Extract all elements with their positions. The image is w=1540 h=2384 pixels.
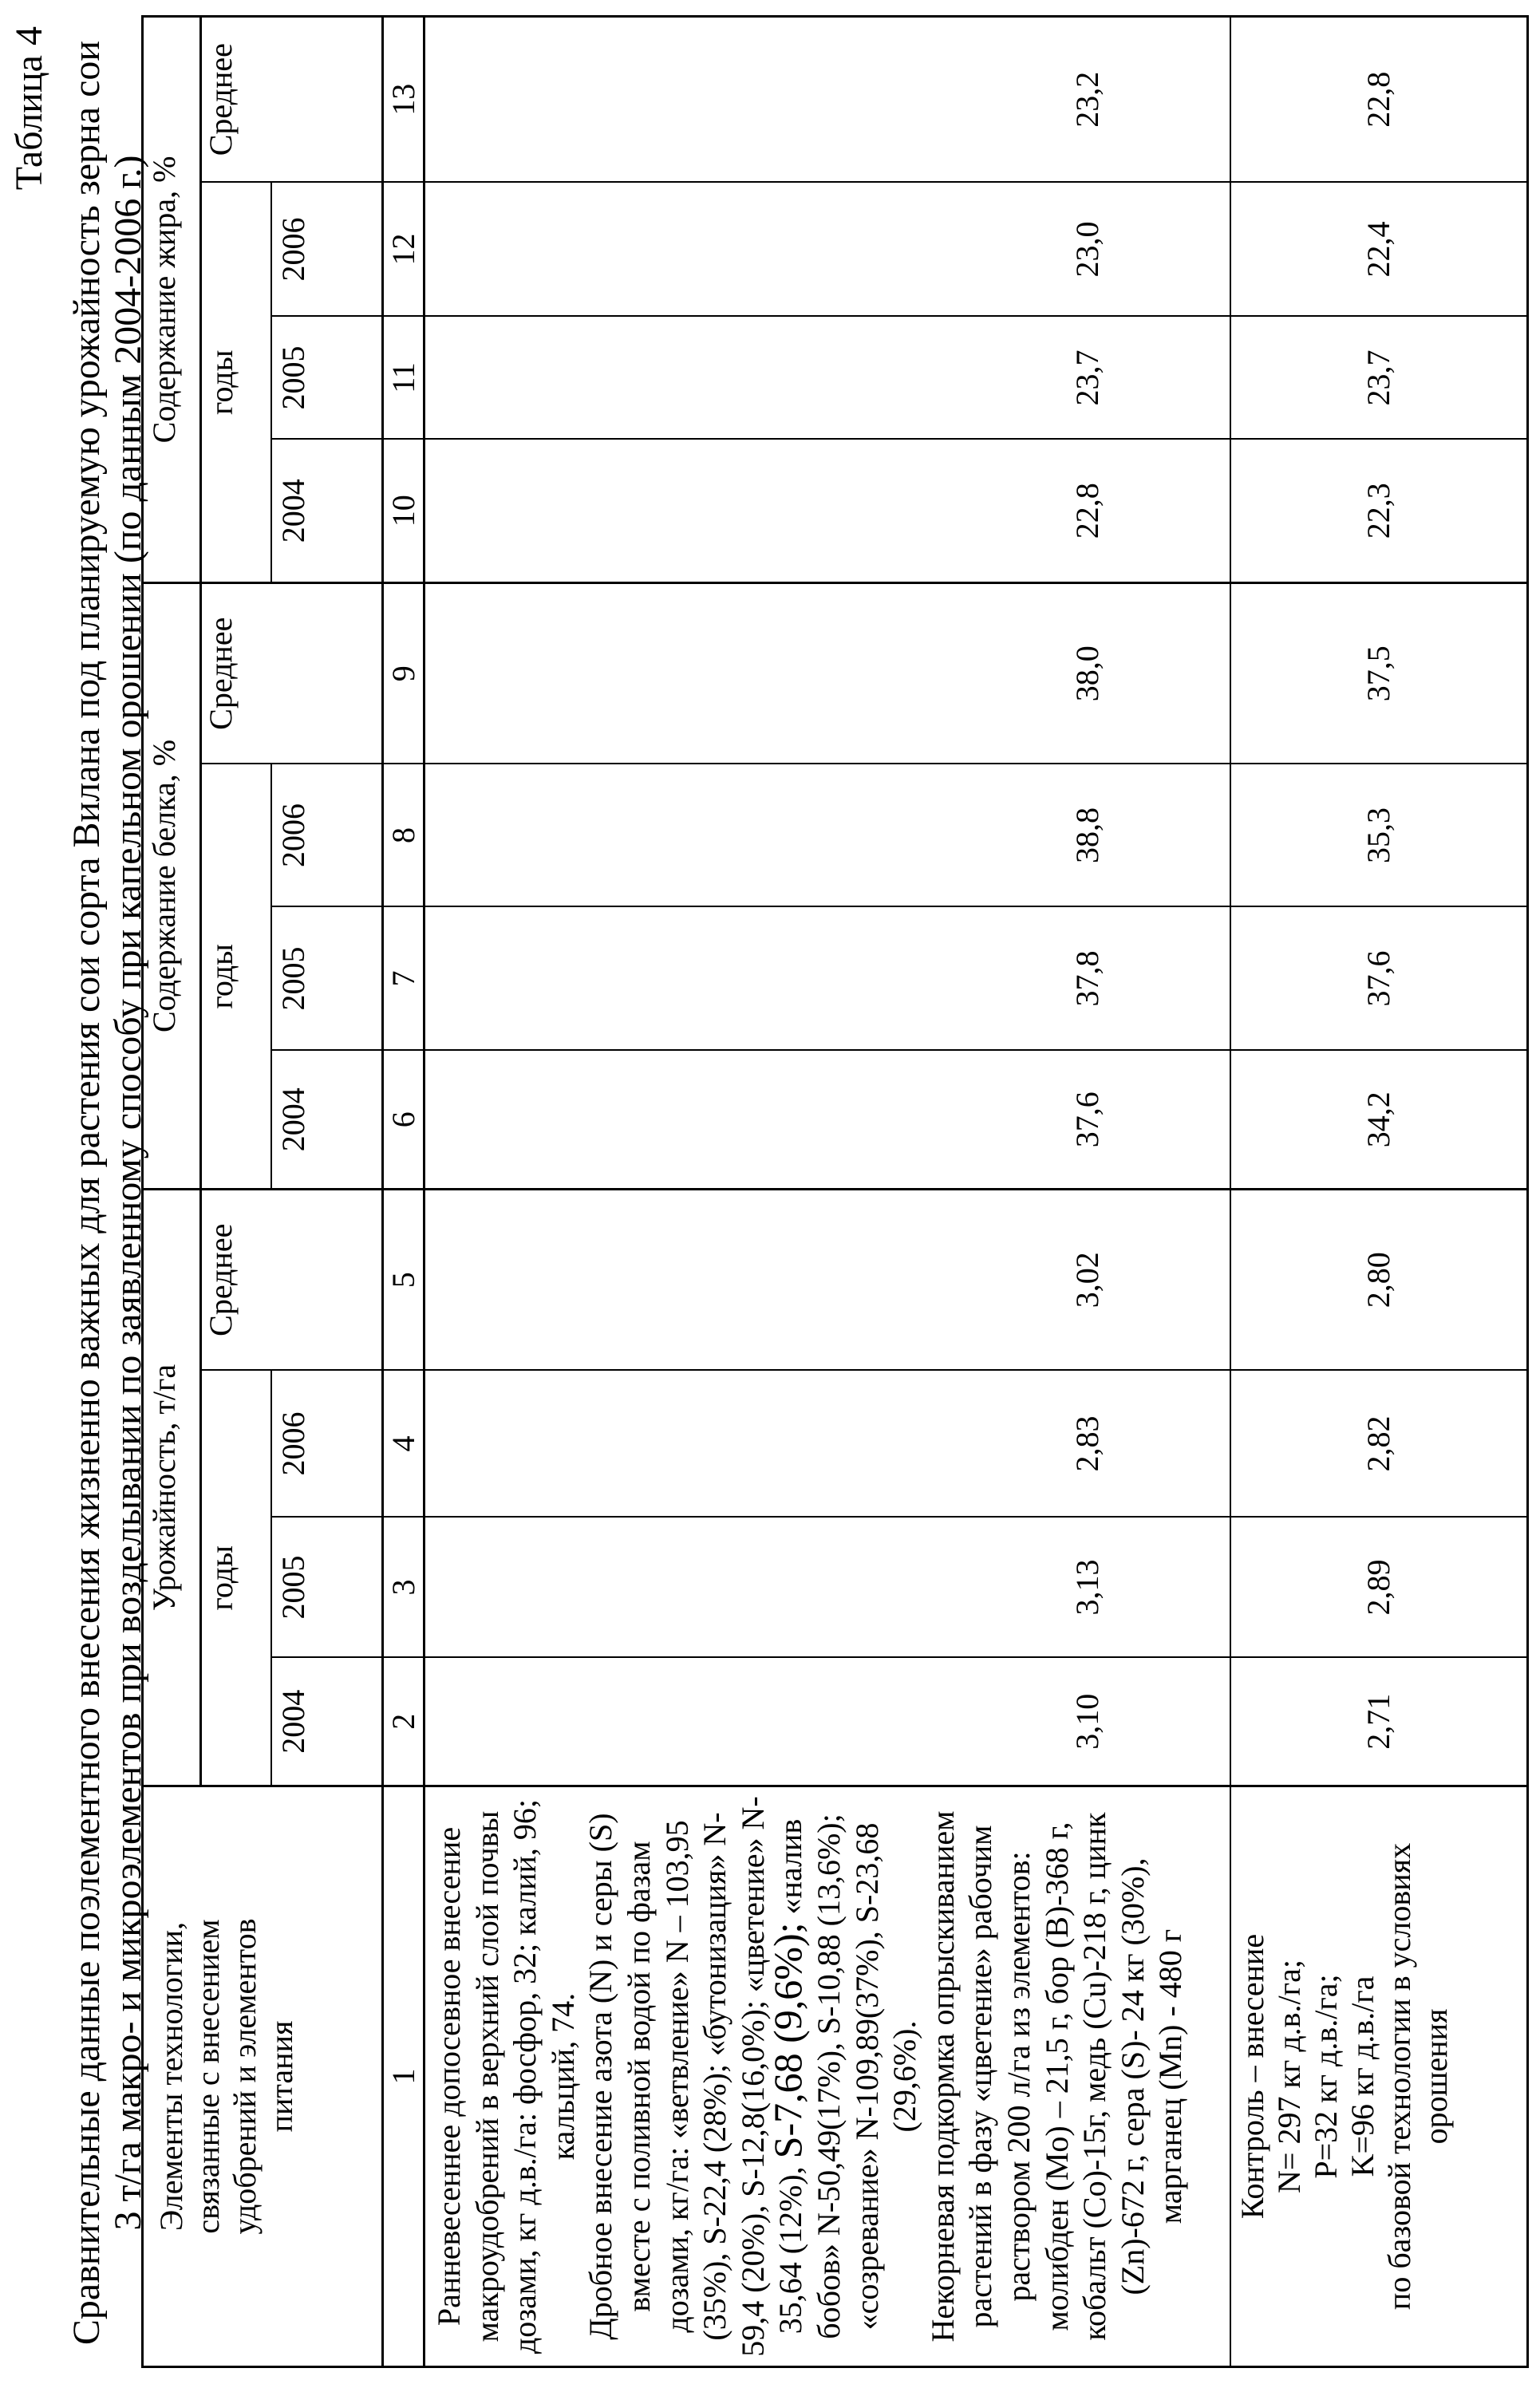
column-number: 1 — [383, 1786, 424, 2367]
fat-2006-value: 22,4 — [1230, 182, 1528, 316]
header-elements-line: Элементы технологии, — [153, 1787, 190, 2366]
fat-2005-value: 23,7 — [424, 316, 1230, 439]
description-line: кобальт (Co)-15г, медь (Cu)-218 г, цинк — [1076, 1787, 1114, 2366]
protein-2004-value: 37,6 — [424, 1051, 1230, 1190]
header-group-yield: Урожайность, т/га — [143, 1190, 201, 1786]
description-line: (35%), S-22,4 (28%); «бутонизация» N- — [696, 1787, 734, 2366]
header-year-protein-2004: 2004 — [271, 1051, 383, 1190]
description-line: кальций, 74. — [544, 1787, 582, 2366]
description-line: 59,4 (20%), S-12,8(16,0%); «цветение» N- — [734, 1787, 772, 2366]
description-line: Ранневесеннее допосевное внесение — [430, 1787, 468, 2366]
header-year-fat-2005: 2005 — [271, 316, 383, 439]
protein-average-value: 38,0 — [424, 582, 1230, 764]
protein-2006-value: 38,8 — [424, 764, 1230, 907]
header-years-label-fat: годы — [201, 182, 271, 582]
fat-2004-value: 22,3 — [1230, 439, 1528, 582]
description-line: Дробное внесение азота (N) и серы (S) — [582, 1787, 620, 2366]
header-year-yield-2006: 2006 — [271, 1371, 383, 1518]
column-numbers-row — [383, 16, 424, 2366]
header-year-fat-2006: 2006 — [271, 182, 383, 316]
description-line: (Zn)-672 г, сера (S)- 24 кг (30%), — [1114, 1787, 1152, 2366]
table-number: Таблица 4 — [7, 26, 52, 190]
protein-2005-value: 37,8 — [424, 907, 1230, 1051]
fat-2004-value: 22,8 — [424, 439, 1230, 582]
header-elements-line: удобрений и элементов — [227, 1787, 263, 2366]
protein-average-value: 37,5 — [1230, 582, 1528, 764]
fat-2006-value: 23,0 — [424, 182, 1230, 316]
description-line: вместе с поливной водой по фазам — [620, 1787, 658, 2366]
header-group-fat: Содержание жира, % — [143, 16, 201, 582]
header-year-yield-2005: 2005 — [271, 1518, 383, 1658]
description-line: молибден (Mo) – 21,5 г, бор (B)-368 г, — [1038, 1787, 1076, 2366]
header-elements-line: питания — [263, 1787, 300, 2366]
header-row-groups — [143, 16, 201, 2366]
description-line: P=32 кг д.в./га; — [1308, 1787, 1345, 2366]
column-number: 3 — [383, 1518, 424, 1658]
protein-2004-value: 34,2 — [1230, 1051, 1528, 1190]
protein-2006-value: 35,3 — [1230, 764, 1528, 907]
rotated-landscape-sheet — [0, 0, 1540, 2384]
data-table — [141, 15, 1529, 2368]
header-group-protein: Содержание белка, % — [143, 582, 201, 1189]
column-number: 4 — [383, 1371, 424, 1518]
description-cell — [1230, 1786, 1528, 2367]
column-number: 5 — [383, 1190, 424, 1371]
table-title-line-1: Сравнительные данные поэлементного внесения жизненно важных для растения сои сорта Вилана под планируемую урожайность зерна сои — [65, 18, 109, 2368]
header-average-fat: Среднее — [201, 16, 383, 182]
header-years-label-protein: годы — [201, 764, 271, 1190]
description-line: дозами, кг д.в./га: фосфор, 32; калий, 96; — [506, 1787, 544, 2366]
header-years-label-yield: годы — [201, 1371, 271, 1786]
description-line: (29,6%). — [886, 1787, 924, 2366]
header-year-protein-2005: 2005 — [271, 907, 383, 1051]
protein-2005-value: 37,6 — [1230, 907, 1528, 1051]
header-average-protein: Среднее — [201, 582, 383, 764]
table-title-line-2: 3 т/га макро- и микроэлементов при возделывании по заявленному способу при капельном орошении (по данным 2004-2006 г.) — [106, 18, 151, 2368]
description-line: раствором 200 л/га из элементов: — [1000, 1787, 1038, 2366]
description-line: орошения — [1418, 1787, 1455, 2366]
description-line-part: 35,64 (12%), — [772, 2158, 808, 2334]
fat-2005-value: 23,7 — [1230, 316, 1528, 439]
yield-2005-value: 3,13 — [424, 1518, 1230, 1658]
description-line: по базовой технологии в условиях — [1381, 1787, 1418, 2366]
description-line: Контроль – внесение — [1234, 1787, 1271, 2366]
table-row-proposed-technology — [424, 16, 1230, 2366]
description-line: растений в фазу «цветение» рабочим — [962, 1787, 1000, 2366]
yield-2005-value: 2,89 — [1230, 1518, 1528, 1658]
column-number: 10 — [383, 439, 424, 582]
column-number: 2 — [383, 1658, 424, 1786]
yield-2004-value: 3,10 — [424, 1658, 1230, 1786]
yield-2004-value: 2,71 — [1230, 1658, 1528, 1786]
fat-average-value: 22,8 — [1230, 16, 1528, 182]
header-elements-line: связанные с внесением — [190, 1787, 227, 2366]
column-number: 9 — [383, 582, 424, 764]
yield-average-value: 2,80 — [1230, 1190, 1528, 1371]
column-number: 12 — [383, 182, 424, 316]
description-line: макроудобрений в верхний слой почвы — [468, 1787, 507, 2366]
description-line: бобов» N-50,49(17%), S-10,88 (13,6%); — [810, 1787, 848, 2366]
description-line: Некорневая подкормка опрыскиванием — [924, 1787, 962, 2366]
column-number: 11 — [383, 316, 424, 439]
column-number: 13 — [383, 16, 424, 182]
description-line: марганец (Mn) - 480 г — [1151, 1787, 1190, 2366]
description-line: K=96 кг д.в./га — [1345, 1787, 1381, 2366]
column-number: 8 — [383, 764, 424, 907]
header-year-protein-2006: 2006 — [271, 764, 383, 907]
fat-average-value: 23,2 — [424, 16, 1230, 182]
table-row-control — [1230, 16, 1528, 2366]
header-elements-cell — [143, 1786, 383, 2367]
description-line: N= 297 кг д.в./га; — [1271, 1787, 1308, 2366]
yield-2006-value: 2,83 — [424, 1371, 1230, 1518]
header-average-yield: Среднее — [201, 1190, 383, 1371]
header-year-fat-2004: 2004 — [271, 439, 383, 582]
scanned-page — [0, 0, 1540, 2384]
description-line — [772, 1787, 810, 2366]
description-line: «созревание» N-109,89(37%), S-23,68 — [848, 1787, 886, 2366]
column-number: 7 — [383, 907, 424, 1051]
yield-average-value: 3,02 — [424, 1190, 1230, 1371]
header-year-yield-2004: 2004 — [271, 1658, 383, 1786]
yield-2006-value: 2,82 — [1230, 1371, 1528, 1518]
description-cell — [424, 1786, 1230, 2367]
description-line: дозами, кг/га: «ветвление» N – 103,95 — [658, 1787, 697, 2366]
description-line-part-large: S-7,68 (9,6%); — [765, 1923, 810, 2159]
description-line-part: «налив — [772, 1819, 808, 1923]
column-number: 6 — [383, 1051, 424, 1190]
